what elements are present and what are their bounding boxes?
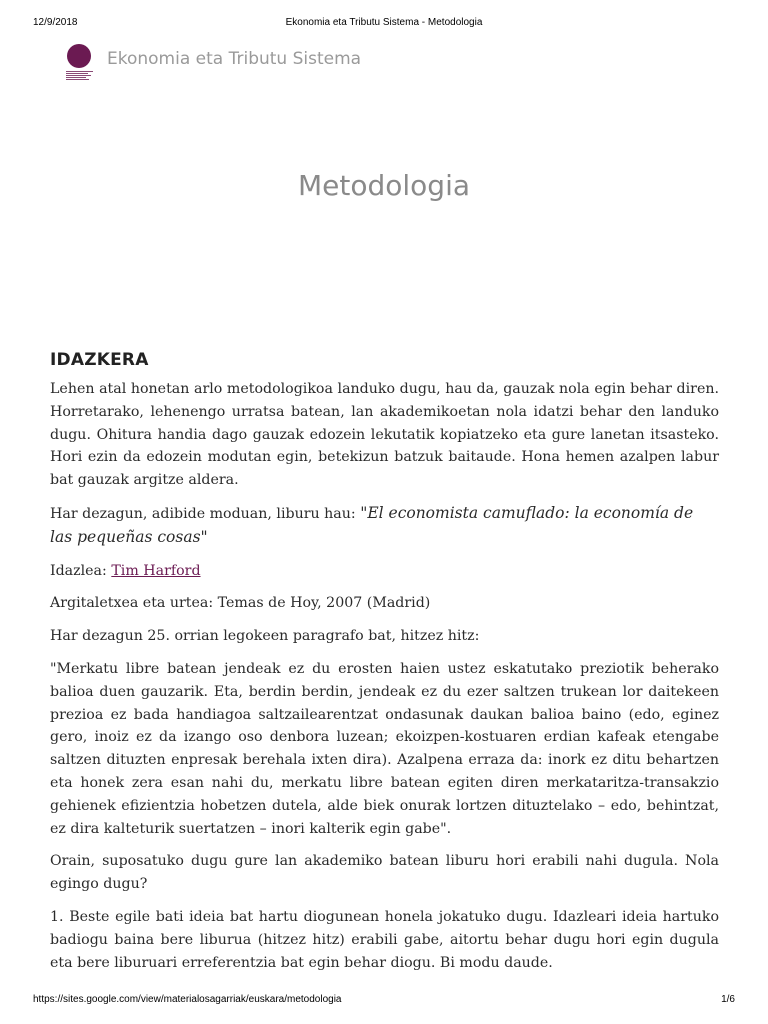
section-heading: IDAZKERA	[50, 350, 149, 370]
book-title: "El economista camuflado: la economía de las pequeñas cosas"	[50, 503, 694, 546]
publisher-value: Temas de Hoy, 2007 (Madrid)	[217, 595, 431, 612]
author-paragraph	[50, 560, 719, 583]
site-header	[66, 44, 666, 80]
site-name[interactable]: Ekonomia eta Tributu Sistema	[107, 49, 362, 69]
print-document-title: Ekonomia eta Tributu Sistema - Metodologia	[285, 17, 483, 28]
main-content	[50, 350, 719, 984]
print-url: https://sites.google.com/view/materialosagarriak/euskara/metodologia	[33, 994, 342, 1005]
question-paragraph: Orain, suposatuko dugu gure lan akademiko batean liburu hori erabili nahi dugula. Nola egingo dugu?	[50, 853, 719, 893]
page-title: Metodologia	[297, 169, 471, 202]
print-date: 12/9/2018	[33, 17, 78, 28]
point-1-paragraph: 1. Beste egile bati ideia bat hartu diogunean honela jokatuko dugu. Idazleari ideia hartuko badiogu baina bere liburua (hitzez hitz) erabili gabe, aitortu behar dugu hori egin dugula eta bere liburuari erreferentzia bat egin behar diogu. Bi modu daude.	[50, 908, 719, 971]
university-logo-icon[interactable]	[66, 44, 94, 80]
intro-paragraph: Lehen atal honetan arlo metodologikoa landuko dugu, hau da, gauzak nola egin behar diren. Horretarako, lehenengo urratsa batean, lan akademikoetan nola idatzi behar den landuko dugu. Ohitura handia dago gauzak edozein lekutatik kopiatzeko eta gure lanetan itsasteko. Hori ezin da edozein modutan egin, betekizun batzuk baitaude. Hona hemen azalpen labur bat gauzak argitze aldera.	[50, 381, 719, 489]
publisher-label: Argitaletxea eta urtea:	[50, 595, 214, 612]
paragraph-intro: Har dezagun 25. orrian legokeen paragrafo bat, hitzez hitz:	[50, 628, 480, 645]
print-page-number: 1/6	[721, 994, 735, 1005]
publisher-paragraph	[50, 592, 719, 615]
print-footer	[0, 994, 768, 1008]
author-link[interactable]: Tim Harford	[111, 562, 201, 579]
example-prefix: Har dezagun, adibide moduan, liburu hau:	[50, 505, 356, 522]
author-label: Idazlea:	[50, 562, 107, 579]
print-header	[0, 17, 768, 31]
example-paragraph	[50, 502, 719, 550]
quote-paragraph: "Merkatu libre batean jendeak ez du erosten haien ustez eskatutako preziotik beherako balioa duen gauzarik. Eta, berdin berdin, jendeak ez du ezer saltzen trukean lor daitekeen prezioa ez bada handiagoa saltzailearentzat ondasunak daukan balioa baino (edo, eginez gero, inoiz ez da izango oso denbora luzean; ekoizpen-kostuaren erdian kafeak etengabe saltzen dituzten enpresak berehala ixten dira). Azalpena erraza da: inork ez ditu behartzen eta honek zera esan nahi du, merkatu libre batean egiten diren merkataritza-transakzio gehienek efizientzia hobetzen dutela, alde biek onurak lortzen dituztelako – edo, behintzat, ez dira kalteturik suertatzen – inori kalterik egin gabe".	[50, 660, 719, 837]
